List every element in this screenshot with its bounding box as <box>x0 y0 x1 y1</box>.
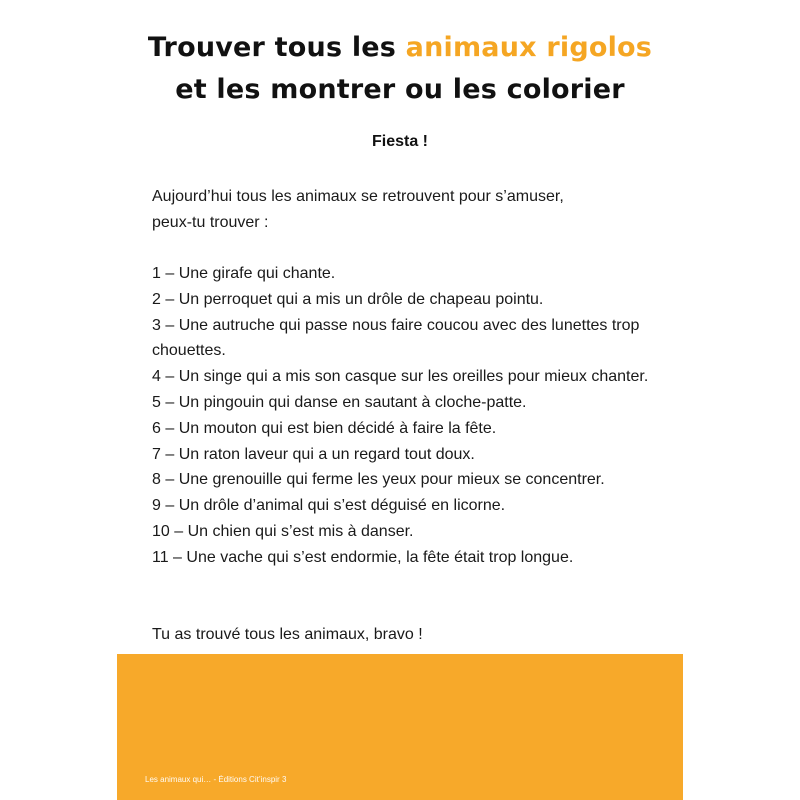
list-item: 10 – Un chien qui s’est mis à danser. <box>152 522 414 540</box>
page-title-line-1 <box>0 32 800 63</box>
footer-credit: Les animaux qui… - Éditions Cit’inspir 3 <box>145 775 287 784</box>
intro-line: peux-tu trouver : <box>152 213 269 231</box>
title-highlight: animaux rigolos <box>405 32 653 63</box>
footer-band <box>117 654 683 800</box>
list-item: 2 – Un perroquet qui a mis un drôle de chapeau pointu. <box>152 290 544 308</box>
animal-list <box>152 261 672 571</box>
list-item: 3 – Une autruche qui passe nous faire coucou avec des lunettes trop chouettes. <box>152 316 640 360</box>
list-item: 7 – Un raton laveur qui a un regard tout doux. <box>152 445 475 463</box>
list-item: 4 – Un singe qui a mis son casque sur les oreilles pour mieux chanter. <box>152 368 649 386</box>
section-title: Fiesta ! <box>371 133 428 150</box>
page-title-line-2: et les montrer ou les colorier <box>175 74 625 105</box>
closing-line: Tu as trouvé tous les animaux, bravo ! <box>152 626 423 643</box>
list-item: 1 – Une girafe qui chante. <box>152 265 336 282</box>
list-item: 9 – Un drôle d’animal qui s’est déguisé en licorne. <box>152 497 506 515</box>
list-item: 6 – Un mouton qui est bien décidé à faire la fête. <box>152 419 497 437</box>
intro-paragraph <box>152 184 672 236</box>
list-item: 11 – Une vache qui s’est endormie, la fête était trop longue. <box>152 548 574 566</box>
list-item: 8 – Une grenouille qui ferme les yeux pour mieux se concentrer. <box>152 471 605 489</box>
intro-line: Aujourd’hui tous les animaux se retrouvent pour s’amuser, <box>152 188 564 205</box>
list-item: 5 – Un pingouin qui danse en sautant à cloche-patte. <box>152 393 527 411</box>
title-prefix: Trouver tous les <box>147 32 406 63</box>
